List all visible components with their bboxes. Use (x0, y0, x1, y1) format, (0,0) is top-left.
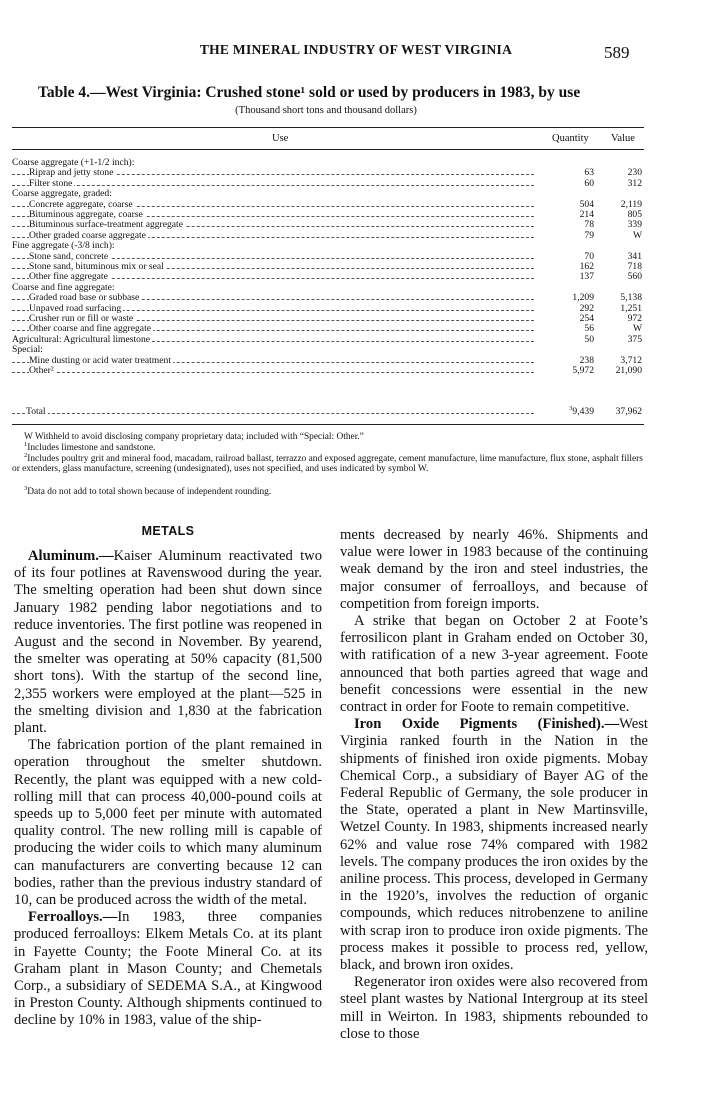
row-value: 312 (627, 177, 642, 189)
table-row (12, 220, 644, 230)
paragraph-strike: A strike that began on October 2 at Foote’s ferrosilicon plant in Graham ended on October 30, with ratification of a new 3-year agreement. Foote announced that both parties agreed that wage and benefit concessions were essential in the new contract in order for Foote to remain competitive. (340, 613, 648, 716)
row-label: Bituminous aggregate, coarse (29, 209, 143, 220)
row-quantity: 79 (584, 229, 594, 241)
table-row (12, 168, 644, 178)
row-value: 3,712 (620, 354, 642, 366)
table-row (12, 272, 644, 282)
paragraph-continued: ments decreased by nearly 46%. Shipments and value were lower in 1983 because of the continuing weak demand by the iron and steel industries, the major consumer of ferroalloys, and because of competition from foreign imports. (340, 527, 648, 612)
row-value: 805 (627, 209, 642, 220)
paragraph-ferroalloys-text: In 1983, three companies produced ferroalloys: Elkem Metals Co. at its plant in Fayette County; the Foote Mineral Co. at its Graham plant in Mason County; and Chemetals Corp., a subsidiary of SEDEMA S.A., at Kingwood in Preston County. Although shipments continued to decline by 10% in 1983, value of the ship- (14, 909, 322, 1029)
text-column-right (340, 527, 648, 1043)
row-label: Coarse and fine aggregate: (12, 281, 115, 293)
footnote-3-mark: 3 (24, 484, 28, 492)
row-quantity: 137 (579, 271, 594, 283)
row-quantity: 60 (584, 177, 594, 189)
table-title: Table 4.—West Virginia: Crushed stone¹ sold or used by producers in 1983, by use (38, 84, 581, 101)
leader-dots (12, 372, 534, 373)
row-quantity: 5,972 (572, 365, 594, 376)
paragraph-fabrication: The fabrication portion of the plant remained in operation throughout the smelter shutdown. Recently, the plant was equipped with a new cold-rolling mill that can process 40,000-pound coils at speeds up to 5,000 feet per minute with automated quality control. The new rolling mill is capable of producing the wider coils to which many aluminum can manufacturers are converting because 12 can bodies, rather than the previous industry standard of 10, can be produced across the width of the metal. (14, 737, 322, 909)
row-label: Graded road base or subbase (29, 292, 140, 304)
row-quantity: 162 (579, 261, 594, 272)
paragraph-regenerator: Regenerator iron oxides were also recovered from steel plant wastes by National Intergroup at its steel mill in Weirton. In 1983, shipments rebounded to close to those (340, 974, 648, 1042)
row-value: W (632, 229, 642, 241)
paragraph-aluminum-text: Kaiser Aluminum reactivated two of its four potlines at Ravenswood during the year. The smelting operation had been shut down since January 1982 pending labor negotiations and to reduce inventories. The first potline was reopened in August and the second in November. By yearend, the smelter was operating at 50% capacity (81,500 short tons). With the startup of the second line, 2,355 workers were employed at the plant—525 in the smelting division and 1,830 at the fabrication plant. (14, 548, 322, 737)
lead-in-aluminum: Aluminum.— (28, 548, 114, 564)
footnote-2-mark: 2 (24, 451, 28, 459)
row-label: Riprap and jetty stone (29, 167, 114, 179)
row-label: Stone sand, concrete (29, 250, 109, 262)
row-quantity: 56 (584, 323, 594, 335)
row-value: 2,119 (620, 198, 642, 210)
footnote-w: W Withheld to avoid disclosing company proprietary data; included with “Special: Other.” (24, 432, 364, 442)
row-value: 718 (627, 261, 642, 272)
row-value: 560 (627, 271, 642, 283)
table-row (12, 324, 644, 334)
page-header-title: THE MINERAL INDUSTRY OF WEST VIRGINIA (199, 42, 513, 57)
table-subtitle: (Thousand short tons and thousand dollars) (235, 105, 417, 116)
footnote-3-text: Data do not add to total shown because of independent rounding. (27, 487, 272, 497)
row-label: Fine aggregate (-3/8 inch): (12, 240, 115, 252)
row-quantity: 504 (579, 198, 594, 210)
row-label: Other fine aggregate (29, 271, 108, 283)
table-top-rule (12, 127, 644, 128)
row-value: 230 (627, 167, 642, 179)
table-row (12, 335, 644, 345)
row-quantity: 63 (584, 167, 594, 179)
column-header-use: Use (272, 133, 289, 144)
lead-in-ferroalloys: Ferroalloys.— (28, 909, 118, 926)
table-header-rule (12, 149, 644, 150)
table-row (12, 241, 644, 251)
row-quantity: 50 (584, 333, 594, 345)
row-label: Unpaved road surfacing (29, 302, 122, 314)
row-value: 339 (627, 219, 642, 231)
paragraph-aluminum (14, 548, 322, 737)
row-value: 375 (627, 333, 642, 345)
table-row (12, 366, 644, 376)
table-row (12, 293, 644, 303)
leader-dots (12, 185, 534, 186)
footnote-2-text: Includes poultry grit and mineral food, macadam, railroad ballast, terrazzo and exposed aggregate, cement manufacture, lime manufacture, flux stone, asphalt fillers or extenders, glass manufacture, screening (undesignated), uses not specified, and uses indicated by symbol W. (12, 454, 643, 475)
row-quantity: 214 (579, 209, 594, 220)
footnote-2 (12, 451, 644, 475)
row-label: Coarse aggregate (+1-1/2 inch): (12, 157, 135, 168)
page-number: 589 (604, 43, 630, 62)
row-label: Stone sand, bituminous mix or seal (29, 261, 164, 272)
row-value: 21,090 (615, 365, 642, 376)
total-footnote-mark: 3 (569, 404, 573, 412)
row-value: 341 (627, 250, 642, 262)
row-label: Other coarse and fine aggregate (29, 323, 151, 335)
row-label: Other graded coarse aggregate (29, 229, 146, 241)
text-column-left (14, 548, 322, 1030)
column-header-quantity: Quantity (552, 133, 589, 144)
row-label: Agricultural: Agricultural limestone (12, 333, 151, 345)
row-label: Other² (29, 365, 54, 376)
row-label: Filter stone (29, 177, 73, 189)
row-label: Bituminous surface-treatment aggregate (29, 219, 183, 231)
table-row (12, 345, 644, 355)
row-value: 5,138 (620, 292, 642, 304)
row-value: 972 (627, 313, 642, 324)
leader-dots (12, 413, 534, 414)
row-label: Crusher run or fill or waste (29, 313, 134, 324)
row-label: Coarse aggregate, graded: (12, 188, 112, 200)
paragraph-iron-oxide (340, 716, 648, 974)
total-quantity (569, 404, 594, 417)
row-value: W (632, 323, 642, 335)
row-quantity: 254 (579, 313, 594, 324)
total-quantity-value: 9,439 (572, 406, 594, 417)
row-quantity: 292 (579, 302, 594, 314)
row-value: 1,251 (620, 302, 642, 314)
lead-in-iron-oxide: Iron Oxide Pigments (Finished).— (354, 716, 620, 733)
row-label: Concrete aggregate, coarse (29, 198, 133, 210)
row-quantity: 1,209 (572, 292, 594, 304)
paragraph-iron-oxide-text: West Virginia ranked fourth in the Nation in the shipments of finished iron oxide pigments. Mobay Chemical Corp., a subsidiary of Bayer AG of the Federal Republic of Germany, the sole producer in the State, operated a plant in New Martinsville, Wetzel County. In 1983, shipments increased nearly 62% and value rose 74% compared with 1982 levels. The company produces the iron oxides by the aniline process. This process, developed in Germany in the 1920’s, involves the reduction of organic compounds, which reduces nitrobenzene to aniline with scrap iron to produce iron oxide pigments. The process makes it possible to process red, yellow, black, and brown iron oxides. (340, 716, 648, 974)
table-total-row (12, 404, 644, 417)
footnote-1 (24, 440, 640, 453)
section-heading-metals: METALS (141, 524, 195, 538)
row-label: Mine dusting or acid water treatment (29, 354, 171, 366)
row-quantity: 70 (584, 250, 594, 262)
table-row (12, 189, 644, 199)
row-label: Special: (12, 344, 43, 356)
total-value: 37,962 (615, 406, 642, 417)
footnote-1-text: Includes limestone and sandstone. (27, 443, 156, 453)
table-bottom-rule (12, 424, 644, 425)
row-quantity: 238 (579, 354, 594, 366)
footnote-1-mark: 1 (24, 440, 28, 448)
paragraph-ferroalloys (14, 909, 322, 1029)
total-label: Total (26, 406, 46, 417)
column-header-value: Value (611, 133, 635, 144)
footnote-3 (24, 484, 640, 497)
row-quantity: 78 (584, 219, 594, 231)
table-row (12, 356, 644, 366)
